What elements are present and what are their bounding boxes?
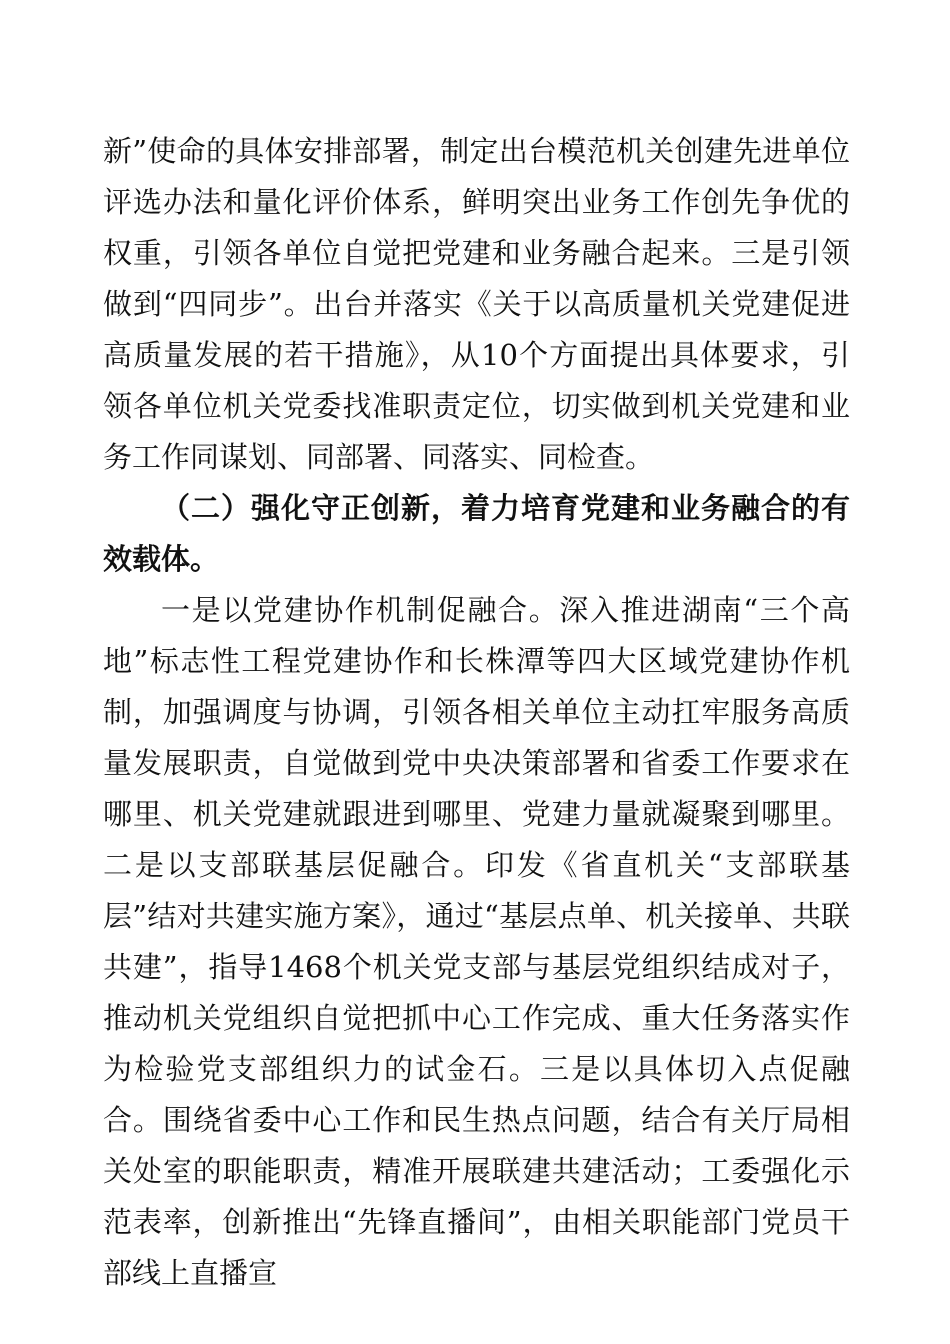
body-paragraph-2: 一是以党建协作机制促融合。深入推进湖南“三个高地”标志性工程党建协作和长株潭等四大区域党建协作机制，加强调度与协调，引领各相关单位主动扛牢服务高质量发展职责，自觉做到党中央决策部署和省委工作要求在哪里、机关党建就跟进到哪里、党建力量就凝聚到哪里。二是以支部联基层促融合。印发《省直机关“支部联基层”结对共建实施方案》，通过“基层点单、机关接单、共联共建”，指导1468个机关党支部与基层党组织结成对子，推动机关党组织自觉把抓中心工作完成、重大任务落实作为检验党支部组织力的试金石。三是以具体切入点促融合。围绕省委中心工作和民生热点问题，结合有关厅局相关处室的职能职责，精准开展联建共建活动；工委强化示范表率，创新推出“先锋直播间”，由相关职能部门党员干部线上直播宣 (103, 593, 850, 1290)
section-heading: （二）强化守正创新，着力培育党建和业务融合的有效载体。 (103, 491, 850, 576)
body-paragraph-1: 新”使命的具体安排部署，制定出台模范机关创建先进单位评选办法和量化评价体系，鲜明突出业务工作创先争优的权重，引领各单位自觉把党建和业务融合起来。三是引领做到“四同步”。出台并落实《关于以高质量机关党建促进高质量发展的若干措施》，从10个方面提出具体要求，引领各单位机关党委找准职责定位，切实做到机关党建和业务工作同谋划、同部署、同落实、同检查。 (103, 134, 850, 474)
document-body (103, 126, 850, 1299)
